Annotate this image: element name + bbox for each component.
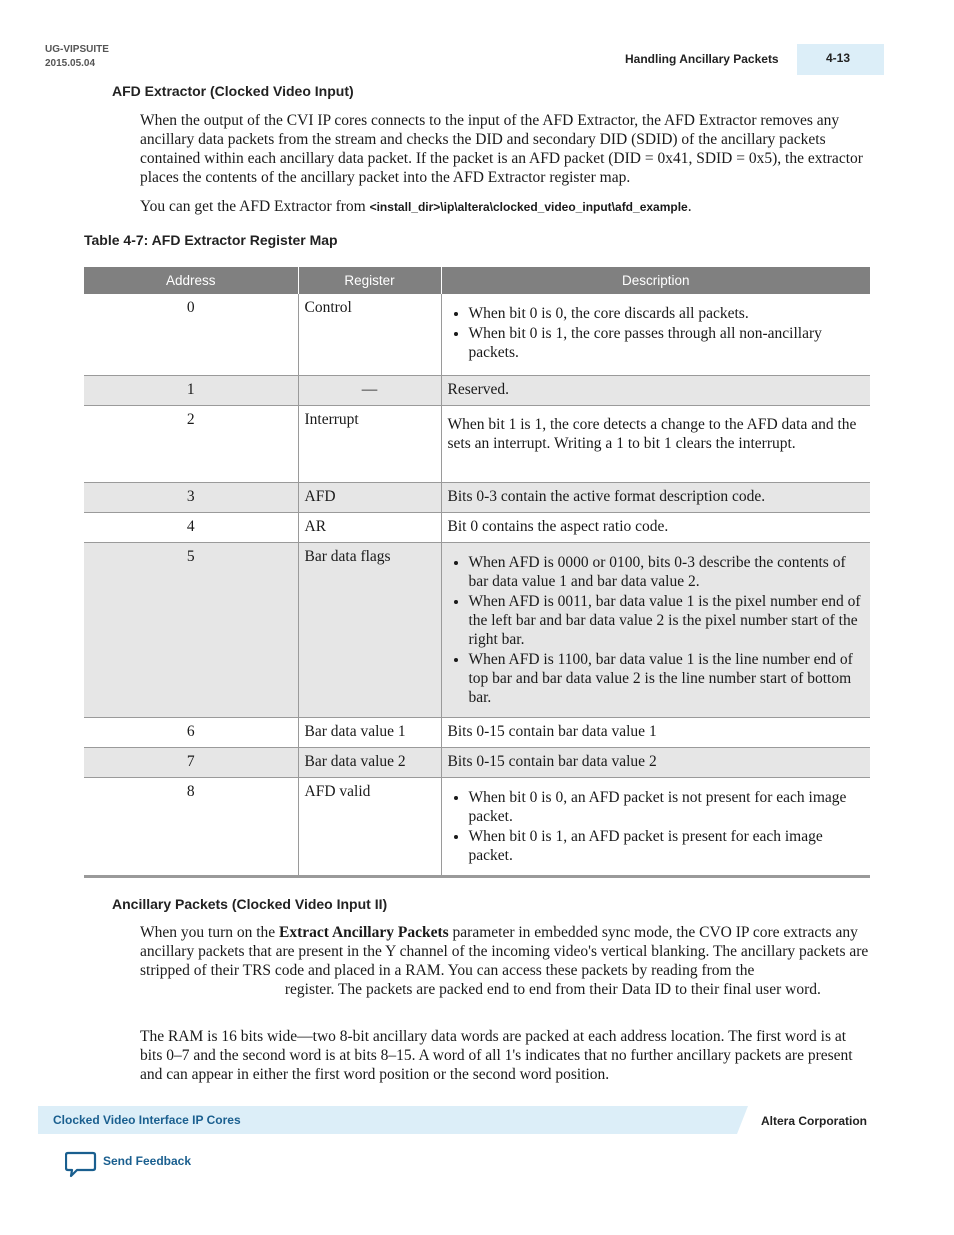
ancillary-paragraph-1 (140, 923, 872, 999)
register-cell (298, 375, 441, 405)
table-row (84, 512, 870, 542)
register-cell: Bar data flags (298, 542, 441, 717)
description-cell: Bits 0-15 contain bar data value 2 (441, 747, 870, 777)
afd-location-paragraph (140, 197, 872, 217)
description-cell (441, 542, 870, 717)
afd-location-suffix: . (687, 198, 692, 215)
document-id (45, 43, 109, 71)
ancillary-text-b: parameter in embedded sync mode, the CVO IP core extracts any ancillary packets that are present in the Y channel of the incoming video's vertical blanking. The ancillary packets are stripped of their TRS code and placed in a RAM. You can access these packets by reading from the (140, 924, 869, 979)
page-number: 4-13 (826, 51, 851, 65)
register-map-table (84, 267, 870, 878)
section-heading-afd: AFD Extractor (Clocked Video Input) (112, 83, 354, 99)
table-row (84, 405, 870, 482)
table-row (84, 542, 870, 717)
column-header-description: Description (441, 267, 870, 294)
table-row (84, 294, 870, 375)
address-cell: 7 (84, 747, 298, 777)
description-cell (441, 294, 870, 375)
description-bullet: • When AFD is 0011, bar data value 1 is the pixel number end of the left bar and bar data value 2 is the pixel number start of the right bar. (469, 592, 865, 649)
ancillary-text-a: When you turn on the (140, 924, 280, 941)
description-bullet: • When bit 0 is 1, the core passes through all non-ancillary packets. (469, 324, 865, 362)
address-cell: 3 (84, 482, 298, 512)
description-cell: Reserved. (441, 375, 870, 405)
address-cell: 4 (84, 512, 298, 542)
description-cell: Bits 0-3 contain the active format description code. (441, 482, 870, 512)
footer-company: Altera Corporation (761, 1114, 868, 1128)
address-cell: 2 (84, 405, 298, 482)
send-feedback-link[interactable]: Send Feedback (103, 1154, 192, 1168)
address-cell: 8 (84, 777, 298, 876)
address-cell: 6 (84, 717, 298, 747)
description-text: When bit 1 is 1, the core detects a change to the AFD data and the sets an interrupt. Writing a 1 to bit 1 clears the interrupt. (447, 415, 857, 452)
address-cell: 1 (84, 375, 298, 405)
register-cell: AR (298, 512, 441, 542)
register-cell: Bar data value 1 (298, 717, 441, 747)
table-row (84, 747, 870, 777)
table-row (84, 717, 870, 747)
description-cell (441, 405, 870, 482)
address-cell: 5 (84, 542, 298, 717)
afd-location-prefix: You can get the AFD Extractor from (140, 198, 370, 215)
description-bullet: • When bit 0 is 1, an AFD packet is present for each image packet. (469, 827, 865, 865)
register-dash: — (361, 380, 378, 398)
ancillary-paragraph-2: The RAM is 16 bits wide—two 8-bit ancillary data words are packed at each address location. The first word is at bits 0–7 and the second word is at bits 8–15. A word of all 1's indicates that no further ancillary packets are present and can appear in either the first word position or the second word position. (140, 1028, 853, 1083)
column-header-register: Register (298, 267, 441, 294)
feedback-bubble-icon[interactable] (65, 1151, 97, 1179)
description-bullet: • When bit 0 is 0, an AFD packet is not present for each image packet. (469, 788, 865, 826)
description-bullet: • When bit 0 is 0, the core discards all packets. (469, 304, 865, 323)
address-cell: 0 (84, 294, 298, 375)
column-header-address: Address (84, 267, 298, 294)
table-row (84, 482, 870, 512)
doc-date: 2015.05.04 (45, 58, 96, 69)
doc-code: UG-VIPSUITE (45, 44, 109, 55)
section-heading-ancillary: Ancillary Packets (Clocked Video Input II) (112, 896, 388, 912)
table-caption: Table 4-7: AFD Extractor Register Map (84, 232, 338, 248)
register-cell: AFD (298, 482, 441, 512)
description-cell (441, 777, 870, 876)
register-cell: Control (298, 294, 441, 375)
description-bullet: • When AFD is 0000 or 0100, bits 0-3 describe the contents of bar data value 1 and bar data value 2. (469, 553, 865, 591)
register-cell: Interrupt (298, 405, 441, 482)
footer-chapter-link[interactable]: Clocked Video Interface IP Cores (53, 1113, 241, 1127)
register-cell: AFD valid (298, 777, 441, 876)
afd-example-path: <install_dir>\ip\altera\clocked_video_input\afd_example (369, 200, 688, 214)
parameter-name: Extract Ancillary Packets (279, 924, 449, 941)
description-cell: Bit 0 contains the aspect ratio code. (441, 512, 870, 542)
register-cell: Bar data value 2 (298, 747, 441, 777)
description-bullet: • When AFD is 1100, bar data value 1 is the line number end of top bar and bar data value 2 is the line number start of bottom bar. (469, 650, 865, 707)
afd-intro-paragraph: When the output of the CVI IP cores connects to the input of the AFD Extractor, the AFD Extractor removes any ancillary data packets from the stream and checks the DID and secondary DID (SDID) of the ancillary packets contained within each ancillary data packet. If the packet is an AFD packet (DID = 0x41, SDID = 0x5), the extractor places the contents of the ancillary packet into the AFD Extractor register map. (140, 112, 863, 186)
running-header-section: Handling Ancillary Packets (625, 52, 779, 66)
table-row (84, 375, 870, 405)
ancillary-text-c: register. The packets are packed end to end from their Data ID to their final user word. (281, 981, 821, 998)
description-cell: Bits 0-15 contain bar data value 1 (441, 717, 870, 747)
table-header-row (84, 267, 870, 294)
table-row (84, 777, 870, 876)
